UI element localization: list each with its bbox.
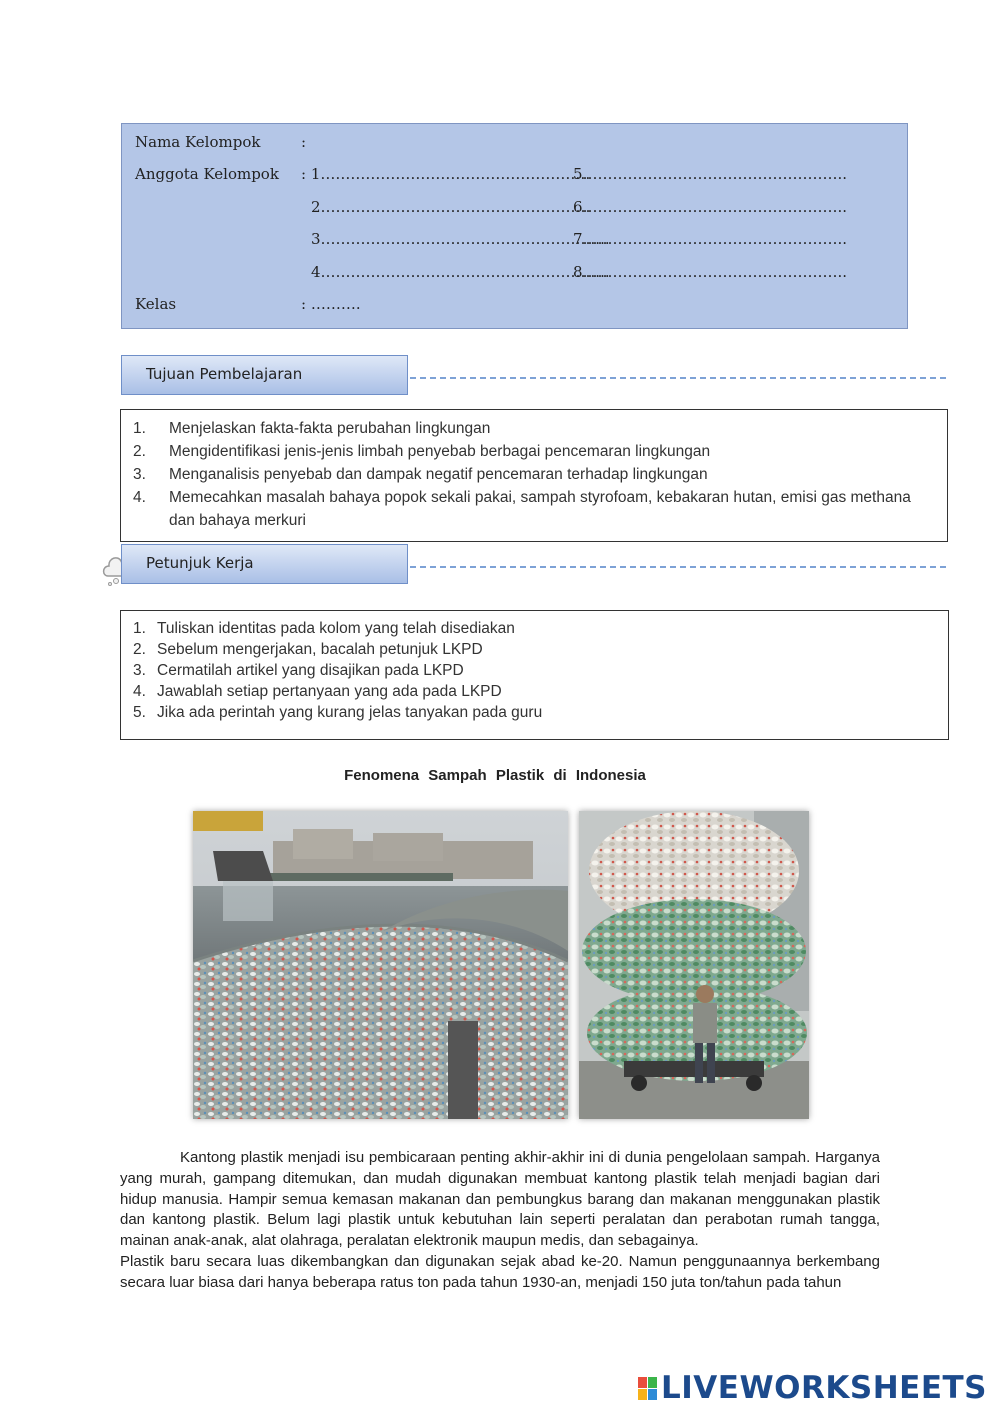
list-item: 2. Sebelum mengerjakan, bacalah petunjuk LKPD [133, 641, 483, 658]
member-field-2[interactable]: 2……………………………………………… [311, 198, 591, 216]
tujuan-list-box [120, 409, 948, 542]
class-label: Kelas [135, 295, 177, 313]
list-item: 4. Jawablah setiap pertanyaan yang ada pada LKPD [133, 683, 502, 700]
list-item: 5. Jika ada perintah yang kurang jelas tanyakan pada guru [133, 704, 543, 721]
list-item: 1. Tuliskan identitas pada kolom yang telah disediakan [133, 620, 515, 637]
bottle-cart-photo [579, 811, 809, 1119]
list-item: 3. Menganalisis penyebab dan dampak negatif pencemaran terhadap lingkungan [133, 466, 708, 483]
list-item: 1. Menjelaskan fakta-fakta perubahan lingkungan [133, 420, 491, 437]
section-divider [410, 566, 946, 568]
members-label: Anggota Kelompok [135, 165, 279, 183]
class-value[interactable]: : ………. [301, 295, 361, 313]
section-divider [410, 377, 946, 379]
tujuan-heading: Tujuan Pembelajaran [146, 365, 303, 383]
member-field-4[interactable]: 4……………………………………………….... [311, 263, 610, 281]
article-body [120, 1148, 880, 1294]
list-item: 2. Mengidentifikasi jenis-jenis limbah penyebab berbagai pencemaran lingkungan [133, 443, 711, 460]
member-field-3[interactable]: 3……………………………………………….... [311, 230, 610, 248]
logo-cubes-icon [638, 1377, 657, 1400]
member-field-1[interactable]: : 1……………………………………………… [301, 165, 591, 183]
identity-box [121, 123, 908, 329]
member-field-5[interactable]: 5…………………………………………….. [573, 165, 848, 183]
tujuan-heading-tab [121, 355, 408, 395]
petunjuk-heading-tab [121, 544, 408, 584]
logo-text: LIVEWORKSHEETS [661, 1370, 987, 1406]
river-plastic-photo [193, 811, 568, 1119]
article-title: Fenomena Sampah Plastik di Indonesia [344, 767, 646, 784]
member-field-6[interactable]: 6…………………………………………….. [573, 198, 848, 216]
member-field-7[interactable]: 7…………………………………………….. [573, 230, 848, 248]
petunjuk-list-box [120, 610, 949, 740]
group-name-value[interactable]: : [301, 133, 307, 151]
group-name-label: Nama Kelompok [135, 133, 261, 151]
list-item: 4. Memecahkan masalah bahaya popok sekali pakai, sampah styrofoam, kebakaran hutan, emisi gas methana dan bahaya merkuri [133, 489, 911, 529]
petunjuk-heading: Petunjuk Kerja [146, 554, 254, 572]
liveworksheets-logo [638, 1370, 987, 1406]
list-item: 3. Cermatilah artikel yang disajikan pada LKPD [133, 662, 464, 679]
member-field-8[interactable]: 8…………………………………………….. [573, 263, 848, 281]
article-paragraph: Plastik baru secara luas dikembangkan dan digunakan sejak abad ke-20. Namun penggunaannya berkembang secara luar biasa dari hanya beberapa ratus ton pada tahun 1930-an, menjadi 150 juta ton/tahun pada tahun [120, 1252, 880, 1291]
article-paragraph: Kantong plastik menjadi isu pembicaraan penting akhir-akhir ini di dunia pengelolaan sampah. Harganya yang murah, gampang ditemukan, dan mudah digunakan membuat kantong plastik telah menjadi bagian dari hidup manusia. Hampir semua kemasan makanan dan pembungkus barang dan makanan menggunakan plastik dan kantong plastik. Belum lagi plastik untuk kebutuhan lain seperti peralatan dan perabotan rumah tangga, mainan anak-anak, alat olahraga, peralatan elektronik maupun medis, dan sebagainya. [120, 1149, 880, 1250]
